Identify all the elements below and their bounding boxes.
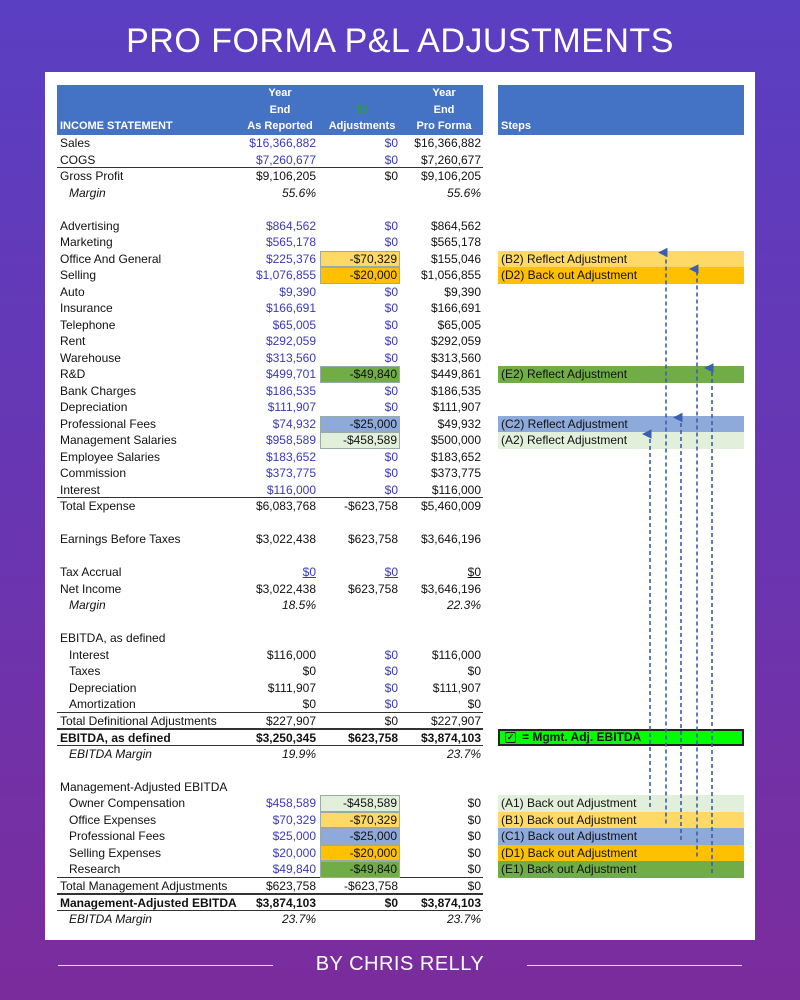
pro-forma-cell[interactable]: 23.7% (446, 911, 481, 926)
adjustment-cell[interactable]: $623,758 (347, 532, 398, 546)
row-label: Total Definitional Adjustments (60, 713, 217, 728)
as-reported-cell[interactable]: 19.9% (281, 746, 316, 761)
row-label: Taxes (69, 664, 101, 678)
as-reported-cell[interactable]: $623,758 (265, 878, 316, 893)
adjustment-cell[interactable]: $0 (384, 284, 398, 299)
step-label: (A2) Reflect Adjustment (501, 433, 628, 447)
row-label: Depreciation (60, 400, 128, 414)
row-label: R&D (60, 367, 86, 381)
row-label: Interest (69, 647, 110, 662)
pro-forma-cell[interactable]: $0 (467, 845, 481, 860)
row-label: Office And General (60, 251, 162, 266)
as-reported-cell[interactable]: $292,059 (265, 334, 316, 348)
pro-forma-cell[interactable]: $0 (467, 796, 481, 810)
row-label: EBITDA Margin (69, 746, 152, 761)
row-label: Professional Fees (69, 829, 166, 843)
steps-header-label: Steps (501, 120, 531, 132)
adjustment-cell[interactable]: $0 (384, 565, 398, 579)
h2a: $0 (355, 103, 369, 116)
as-reported-cell[interactable]: $74,932 (272, 416, 316, 431)
as-reported-cell[interactable]: $3,874,103 (255, 896, 316, 910)
checkbox-icon: ✓ (506, 732, 515, 742)
pro-forma-cell[interactable]: 23.7% (446, 746, 481, 761)
pro-forma-cell[interactable]: $186,535 (430, 383, 481, 398)
adjustment-cell[interactable]: $0 (384, 152, 398, 167)
pro-forma-cell[interactable]: $111,907 (432, 400, 481, 414)
as-reported-cell[interactable]: $9,106,205 (255, 169, 316, 183)
pro-forma-cell[interactable]: $313,560 (430, 350, 481, 365)
footer-rule-right (527, 965, 742, 966)
row-label: Amortization (69, 697, 136, 711)
as-reported-cell[interactable]: $111,907 (267, 680, 316, 695)
row-label: Earnings Before Taxes (60, 532, 181, 546)
row-label: Total Expense (60, 499, 136, 513)
adjustment-cell[interactable]: $0 (384, 680, 398, 695)
step-label: (E2) Reflect Adjustment (501, 367, 628, 381)
pro-forma-cell[interactable]: $166,691 (430, 301, 481, 315)
pro-forma-cell[interactable]: $565,178 (430, 235, 481, 249)
row-label: Bank Charges (60, 383, 137, 398)
pro-forma-cell[interactable]: $0 (467, 664, 481, 678)
adjustment-cell[interactable]: -$20,000 (320, 267, 400, 284)
adjustment-cell[interactable]: -$70,329 (320, 251, 400, 268)
as-reported-cell[interactable]: $25,000 (272, 829, 316, 843)
pro-forma-cell[interactable]: $0 (467, 697, 481, 711)
adjustment-cell[interactable]: $0 (384, 482, 398, 497)
row-label: Management-Adjusted EBITDA (60, 896, 237, 910)
adjustment-cell[interactable]: $0 (384, 713, 398, 728)
as-reported-cell[interactable]: $16,366,882 (249, 136, 316, 150)
row-label: Office Expenses (69, 812, 157, 827)
pro-forma-cell[interactable]: $3,874,103 (420, 731, 481, 745)
row-label: Insurance (60, 301, 113, 315)
pro-forma-cell[interactable]: $864,562 (430, 218, 481, 233)
as-reported-cell[interactable]: $186,535 (265, 383, 316, 398)
as-reported-cell[interactable]: $565,178 (265, 235, 316, 249)
row-label: Commission (60, 466, 127, 480)
pro-forma-cell[interactable]: $292,059 (430, 334, 481, 348)
row-label: Research (69, 862, 121, 876)
as-reported-cell[interactable]: $6,083,768 (255, 499, 316, 513)
as-reported-cell[interactable]: $20,000 (272, 845, 316, 860)
row-label: Gross Profit (60, 169, 124, 183)
pro-forma-cell[interactable]: $155,046 (430, 251, 481, 266)
pro-forma-cell[interactable]: $111,907 (432, 680, 481, 695)
pro-forma-cell[interactable]: $449,861 (430, 367, 481, 381)
pro-forma-cell[interactable]: $3,646,196 (420, 532, 481, 546)
row-label: EBITDA Margin (69, 911, 152, 926)
adjustment-cell[interactable]: -$70,329 (320, 812, 400, 829)
row-label: Auto (60, 284, 85, 299)
as-reported-cell[interactable]: $373,775 (265, 466, 316, 480)
as-reported-cell[interactable]: $111,907 (267, 400, 316, 414)
h3a: Year (432, 87, 456, 99)
adjustment-cell[interactable]: -$458,589 (320, 432, 400, 449)
row-label: Margin (69, 185, 106, 200)
pro-forma-cell[interactable]: $16,366,882 (414, 136, 481, 150)
pro-forma-cell[interactable]: $9,390 (444, 284, 481, 299)
row-label: Warehouse (60, 350, 121, 365)
row-label: Marketing (60, 235, 113, 249)
pro-forma-cell[interactable]: $7,260,677 (420, 152, 481, 167)
as-reported-cell[interactable]: $3,250,345 (255, 731, 316, 745)
pro-forma-cell[interactable]: $227,907 (430, 713, 481, 728)
step-label: (B2) Reflect Adjustment (501, 251, 628, 266)
row-label: Telephone (60, 317, 116, 332)
step-label: (A1) Back out Adjustment (501, 796, 637, 810)
pro-forma-cell[interactable]: $116,000 (431, 647, 481, 662)
as-reported-cell[interactable]: $9,390 (279, 284, 316, 299)
as-reported-cell[interactable]: $65,005 (272, 317, 316, 332)
as-reported-cell[interactable]: $225,376 (265, 251, 316, 266)
h3b: End (433, 103, 455, 116)
pro-forma-cell[interactable]: $3,874,103 (420, 896, 481, 910)
adjustment-cell[interactable]: $0 (384, 697, 398, 711)
h2b: Adjustments (328, 120, 396, 132)
pro-forma-cell[interactable]: $0 (467, 829, 481, 843)
adjustment-cell[interactable]: $0 (384, 317, 398, 332)
row-label: EBITDA, as defined (60, 731, 171, 745)
row-label: Selling Expenses (69, 845, 162, 860)
row-label: Professional Fees (60, 416, 157, 431)
adjustment-cell[interactable]: $0 (384, 218, 398, 233)
pro-forma-cell[interactable]: $0 (467, 565, 481, 579)
as-reported-cell[interactable]: $227,907 (265, 713, 316, 728)
h1a: Year (268, 87, 292, 99)
pro-forma-cell[interactable]: $373,775 (430, 466, 481, 480)
as-reported-cell[interactable]: $3,022,438 (255, 532, 316, 546)
h1b: End (269, 103, 291, 116)
row-label: Rent (60, 334, 86, 348)
as-reported-cell[interactable]: $864,562 (265, 218, 316, 233)
as-reported-cell[interactable]: $49,840 (272, 862, 316, 876)
pro-forma-cell[interactable]: $5,460,009 (420, 499, 481, 513)
as-reported-cell[interactable]: $1,076,855 (255, 268, 316, 282)
author-credit: BY CHRIS RELLY (315, 953, 485, 975)
adjustment-cell[interactable]: $0 (384, 647, 398, 662)
adjustment-cell[interactable]: $0 (384, 664, 398, 678)
as-reported-cell[interactable]: $0 (302, 664, 316, 678)
row-label: Tax Accrual (60, 565, 122, 579)
as-reported-cell[interactable]: 18.5% (281, 598, 316, 612)
as-reported-cell[interactable]: $183,652 (265, 449, 316, 464)
as-reported-cell[interactable]: $0 (302, 697, 316, 711)
as-reported-cell[interactable]: $116,000 (266, 647, 316, 662)
pro-forma-cell[interactable]: $0 (467, 812, 481, 827)
adjustment-cell[interactable]: $0 (384, 896, 398, 910)
pro-forma-cell[interactable]: $65,005 (437, 317, 481, 332)
header-label: INCOME STATEMENT (60, 120, 173, 132)
row-label: EBITDA, as defined (60, 631, 166, 645)
row-label: Interest (60, 482, 101, 497)
adjustment-cell[interactable]: -$49,840 (320, 366, 400, 383)
pro-forma-cell[interactable]: $3,646,196 (420, 581, 481, 596)
row-label: Owner Compensation (69, 796, 186, 810)
as-reported-cell[interactable]: 55.6% (281, 185, 316, 200)
pro-forma-cell[interactable]: 22.3% (446, 598, 481, 612)
row-label: Management Salaries (60, 433, 177, 447)
adjustment-cell[interactable]: -$20,000 (320, 845, 400, 862)
row-label: COGS (60, 152, 96, 167)
adjustment-cell[interactable]: $623,758 (347, 731, 398, 745)
as-reported-cell[interactable]: 23.7% (281, 911, 316, 926)
adjustment-cell[interactable]: $0 (384, 235, 398, 249)
adjustment-cell[interactable]: -$25,000 (320, 828, 400, 845)
row-label: Management-Adjusted EBITDA (60, 779, 228, 794)
adjustment-cell[interactable]: $0 (384, 350, 398, 365)
row-label: Advertising (60, 218, 120, 233)
adjustment-cell[interactable]: $0 (384, 301, 398, 315)
h1c: As Reported (247, 120, 313, 132)
adjustment-cell[interactable]: -$25,000 (320, 416, 400, 433)
adjustment-cell[interactable]: -$49,840 (320, 861, 400, 878)
adjustment-cell[interactable]: $0 (384, 466, 398, 480)
pro-forma-cell[interactable]: $0 (467, 862, 481, 876)
row-label: Sales (60, 136, 91, 150)
pro-forma-cell[interactable]: 55.6% (446, 185, 481, 200)
step-label: = Mgmt. Adj. EBITDA (522, 730, 642, 744)
adjustment-cell[interactable]: $0 (384, 449, 398, 464)
step-label: (B1) Back out Adjustment (501, 812, 637, 827)
as-reported-cell[interactable]: $499,701 (265, 367, 316, 381)
step-label: (E1) Back out Adjustment (501, 862, 637, 876)
row-label: Margin (69, 598, 106, 612)
step-label: (D2) Back out Adjustment (501, 268, 638, 282)
pro-forma-cell[interactable]: $1,056,855 (420, 268, 481, 282)
as-reported-cell[interactable]: $116,000 (266, 482, 316, 497)
pro-forma-cell[interactable]: $183,652 (430, 449, 481, 464)
as-reported-cell[interactable]: $458,589 (265, 796, 316, 810)
pro-forma-cell[interactable]: $0 (467, 878, 481, 893)
step-label: (C1) Back out Adjustment (501, 829, 638, 843)
pro-forma-cell[interactable]: $49,932 (437, 416, 481, 431)
h3c: Pro Forma (416, 120, 472, 132)
row-label: Net Income (60, 581, 122, 596)
adjustment-cell[interactable]: -$623,758 (343, 878, 398, 893)
step-label: (D1) Back out Adjustment (501, 845, 638, 860)
as-reported-cell[interactable]: $0 (302, 565, 316, 579)
row-label: Total Management Adjustments (60, 878, 228, 893)
as-reported-cell[interactable]: $166,691 (265, 301, 316, 315)
adjustment-cell[interactable]: $0 (384, 383, 398, 398)
row-label: Employee Salaries (60, 449, 161, 464)
as-reported-cell[interactable]: $313,560 (265, 350, 316, 365)
adjustment-cell[interactable]: $0 (384, 334, 398, 348)
as-reported-cell[interactable]: $7,260,677 (255, 152, 316, 167)
page-title: PRO FORMA P&L ADJUSTMENTS (126, 22, 674, 60)
pro-forma-cell[interactable]: $9,106,205 (420, 169, 481, 183)
pro-forma-cell[interactable]: $116,000 (431, 482, 481, 497)
adjustment-cell[interactable]: $623,758 (347, 581, 398, 596)
adjustment-cell[interactable]: -$623,758 (343, 499, 398, 513)
row-label: Depreciation (69, 680, 137, 695)
adjustment-cell[interactable]: $0 (384, 169, 398, 183)
as-reported-cell[interactable]: $958,589 (265, 433, 316, 447)
row-label: Selling (60, 268, 97, 282)
adjustment-cell[interactable]: $0 (384, 136, 398, 150)
adjustment-cell[interactable]: -$458,589 (320, 795, 400, 812)
as-reported-cell[interactable]: $70,329 (272, 812, 316, 827)
pro-forma-cell[interactable]: $500,000 (430, 433, 481, 447)
step-label: (C2) Reflect Adjustment (501, 416, 628, 431)
adjustment-cell[interactable]: $0 (384, 400, 398, 414)
as-reported-cell[interactable]: $3,022,438 (255, 581, 316, 596)
